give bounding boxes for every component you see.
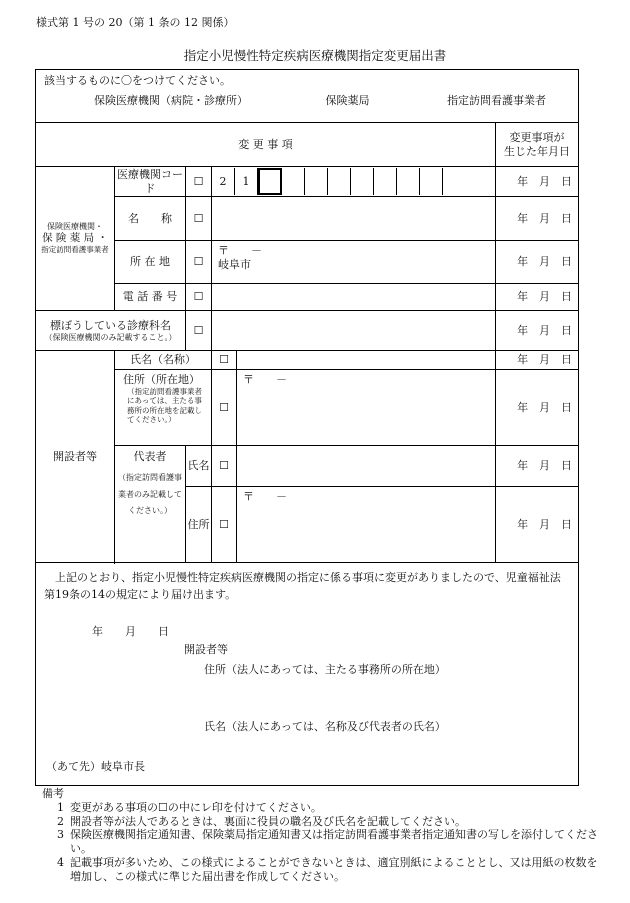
change-items-header: 変 更 事 項 [36,123,496,167]
specialty-field[interactable] [212,311,496,351]
opener-address-postal: 〒 － [243,373,287,386]
opener-name-field[interactable] [237,351,496,370]
form-table [35,69,579,786]
rep-address-date[interactable]: 年 月 日 [496,487,579,563]
rep-address-label: 住所 [186,487,212,563]
phone-checkbox[interactable]: ☐ [186,284,212,311]
rep-name-date[interactable]: 年 月 日 [496,446,579,487]
code-digit-spacer [443,168,495,195]
note-item: 2 開設者等が法人であるときは、裏面に役員の職名及び氏名を記載してください。 [57,814,466,828]
category-pharmacy[interactable]: 保険薬局 [325,93,370,107]
address-city: 岐阜市 [218,257,251,271]
note-item: 1 変更がある事項の☐の中にレ印を付けてください。 [57,800,322,814]
name-label: 名 称 [115,197,186,241]
form-number: 様式第 1 号の 20（第 1 条の 12 関係） [36,16,235,29]
code-digit-6[interactable] [328,168,351,195]
code-digit-7[interactable] [351,168,374,195]
section2-label: 開設者等 [36,351,115,563]
phone-field[interactable] [212,284,496,311]
opener-name-label: 氏名（名称） [115,351,212,370]
specialty-date[interactable]: 年 月 日 [496,311,579,351]
code-digit-10[interactable] [420,168,443,195]
instruction-text: 該当するものに〇をつけてください。 [44,74,231,87]
address-date[interactable]: 年 月 日 [496,241,579,284]
address-field[interactable] [212,241,496,284]
opener-address-field[interactable] [237,370,496,446]
name-checkbox[interactable]: ☐ [186,197,212,241]
address-postal: 〒 － [218,244,262,257]
declaration-text: 上記のとおり、指定小児慢性特定疾病医療機関の指定に係る事項に変更がありましたので、児童福祉法第19条の14の規定により届け出ます。 [44,571,561,602]
code-digit-8[interactable] [374,168,397,195]
address-label: 所 在 地 [115,241,186,284]
code-checkbox[interactable]: ☐ [186,167,212,197]
declaration-section [36,563,579,786]
name-date[interactable]: 年 月 日 [496,197,579,241]
rep-name-label: 氏名 [186,446,212,487]
code-digit-5[interactable] [305,168,328,195]
change-date-header: 変更事項が 生じた年月日 [496,123,579,167]
phone-date[interactable]: 年 月 日 [496,284,579,311]
specialty-label: 標ぼうしている診療科名 （保険医療機関のみ記載すること。） [36,311,186,351]
opener-address-checkbox[interactable]: ☐ [212,370,237,446]
category-selection [36,70,579,123]
section1-label: 保険医療機関・ 保 険 薬 局 ・ 指定訪問看護事業者 [36,167,115,311]
sign-date[interactable]: 年 月 日 [92,625,169,639]
opener-address-date[interactable]: 年 月 日 [496,370,579,446]
address-checkbox[interactable]: ☐ [186,241,212,284]
name-field[interactable] [212,197,496,241]
name-line[interactable]: 氏名（法人にあっては、名称及び代表者の氏名） [204,720,446,734]
rep-name-checkbox[interactable]: ☐ [212,446,237,487]
rep-label: 代表者 （指定訪問看護事業者のみ記載してください。） [115,446,186,563]
specialty-checkbox[interactable]: ☐ [186,311,212,351]
code-digits[interactable] [212,167,496,197]
opener-label: 開設者等 [184,642,228,656]
opener-name-date[interactable]: 年 月 日 [496,351,579,370]
code-digit-4[interactable] [282,168,305,195]
code-digit-2[interactable]: 1 [235,168,258,195]
addressee: （あて先）岐阜市長 [46,760,145,774]
code-digit-1[interactable]: 2 [212,168,235,195]
code-date[interactable]: 年 月 日 [496,167,579,197]
category-insurance-medical[interactable]: 保険医療機関（病院・診療所） [94,93,248,107]
address-line[interactable]: 住所（法人にあっては、主たる事務所の所在地） [204,662,446,676]
code-digit-9[interactable] [397,168,420,195]
notes-title: 備考 [42,787,64,800]
phone-label: 電 話 番 号 [115,284,186,311]
category-visiting-nursing[interactable]: 指定訪問看護事業者 [447,93,547,107]
rep-address-field[interactable] [237,487,496,563]
notes-section [42,787,602,883]
opener-address-label: 住所（所在地） （指定訪問看護事業者にあっては、主たる事務所の所在地を記載してください。） [115,370,212,446]
rep-address-postal: 〒 － [243,490,287,503]
rep-address-checkbox[interactable]: ☐ [212,487,237,563]
opener-name-checkbox[interactable]: ☐ [212,351,237,370]
note-item: 4 記載事項が多いため、この様式によることができないときは、適宜別紙によることとし、又は用紙の枚数を増加し、この様式に準じた届出書を作成してください。 [57,855,598,883]
code-digit-3[interactable] [258,168,282,195]
document-title: 指定小児慢性特定疾病医療機関指定変更届出書 [183,48,447,63]
code-label: 医療機関コード [115,167,186,197]
rep-name-field[interactable] [237,446,496,487]
note-item: 3 保険医療機関指定通知書、保険薬局指定通知書又は指定訪問看護事業者指定通知書の写しを添付してください。 [57,828,598,855]
